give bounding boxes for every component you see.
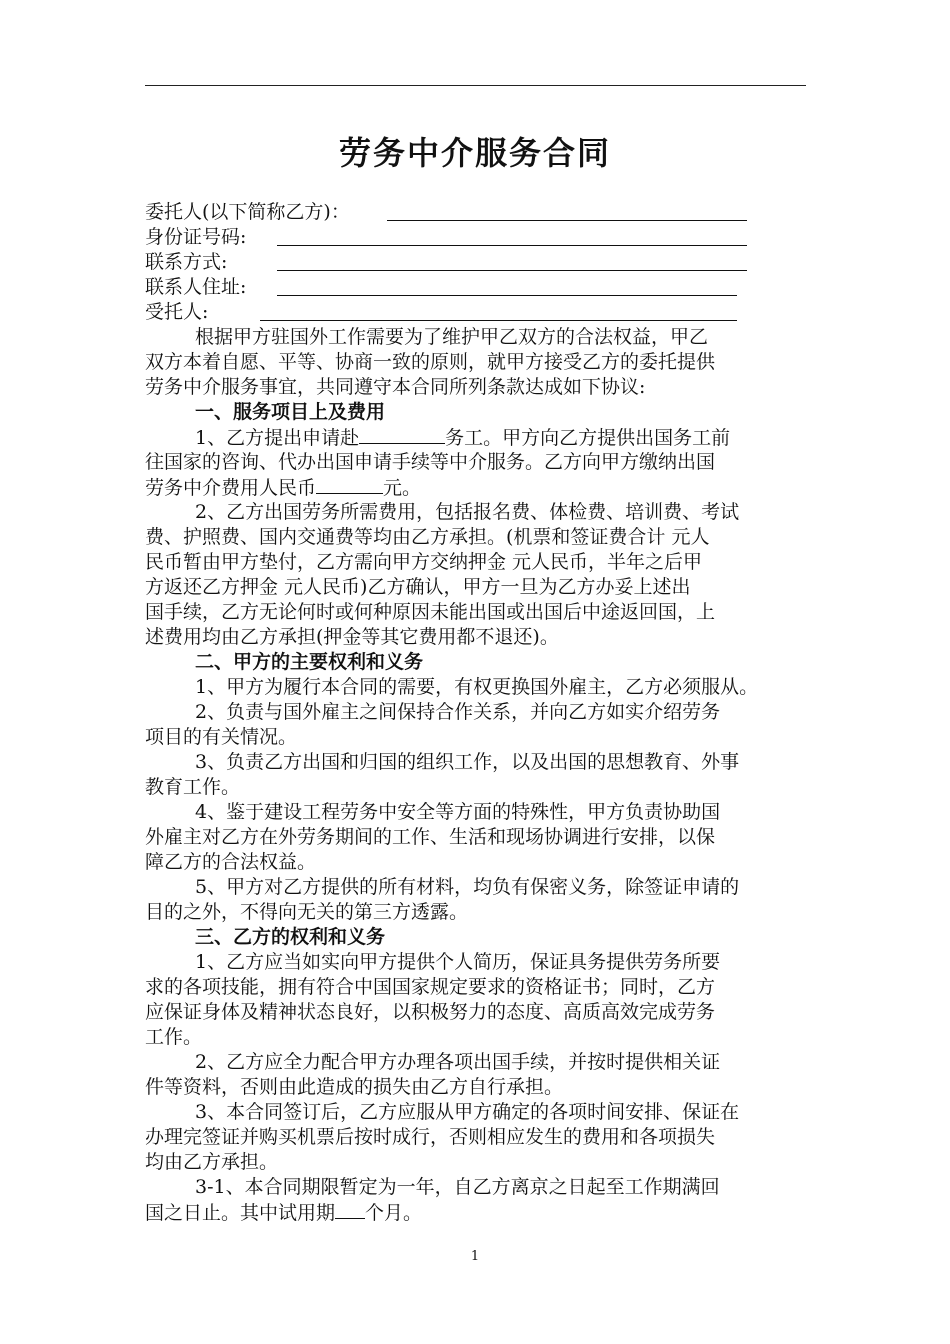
paragraph-line: 均由乙方承担。 [145,1151,279,1173]
probation-months-blank[interactable] [335,1200,365,1219]
paragraph-line: 5、甲方对乙方提供的所有材料，均负有保密义务，除签证申请的 [195,876,740,898]
field-client-label: 委托人(以下简称乙方)： [145,201,350,223]
paragraph-line: 3、负责乙方出国和归国的组织工作，以及出国的思想教育、外事 [195,751,740,773]
text: 国之日止。其中试用期 [145,1202,336,1224]
text: 劳务中介费用人民币 [145,477,317,499]
text: 个月。 [365,1202,423,1224]
paragraph-line: 费、护照费、国内交通费等均由乙方承担。(机票和签证费合计 元人 [145,526,710,548]
paragraph-line: 方返还乙方押金 元人民币)乙方确认，甲方一旦为乙方办妥上述出 [145,576,691,598]
paragraph-line: 应保证身体及精神状态良好，以积极努力的态度、高质高效完成劳务 [145,1001,716,1023]
destination-blank[interactable] [359,425,445,444]
paragraph-line: 1、乙方应当如实向甲方提供个人简历，保证具务提供劳务所要 [195,951,721,973]
text: 1、乙方提出申请赴 [195,427,360,449]
intro-line: 根据甲方驻国外工作需要为了维护甲乙双方的合法权益，甲乙 [195,326,709,348]
field-id-label: 身份证号码: [145,226,247,248]
paragraph-line: 办理完签证并购买机票后按时成行，否则相应发生的费用和各项损失 [145,1126,716,1148]
field-trustee-label: 受托人: [145,301,209,323]
paragraph-line: 往国家的咨询、代办出国申请手续等中介服务。乙方向甲方缴纳出国 [145,451,716,473]
paragraph-line: 民币暂由甲方垫付，乙方需向甲方交纳押金 元人民币，半年之后甲 [145,551,703,573]
paragraph-line [145,475,421,500]
section-heading: 二、甲方的主要权利和义务 [195,651,424,673]
intro-line: 劳务中介服务事宜，共同遵守本合同所列条款达成如下协议: [145,376,646,398]
paragraph-line: 1、甲方为履行本合同的需要，有权更换国外雇主，乙方必须服从。 [195,676,759,698]
paragraph-line: 3、本合同签订后，乙方应服从甲方确定的各项时间安排、保证在 [195,1101,740,1123]
section-heading: 三、乙方的权利和义务 [195,926,386,948]
top-rule [145,85,806,86]
id-number-field[interactable] [277,245,747,246]
paragraph-line: 2、负责与国外雇主之间保持合作关系，并向乙方如实介绍劳务 [195,701,721,723]
paragraph-line: 4、鉴于建设工程劳务中安全等方面的特殊性，甲方负责协助国 [195,801,721,823]
paragraph-line: 工作。 [145,1026,203,1048]
paragraph-line: 2、乙方出国劳务所需费用，包括报名费、体检费、培训费、考试 [195,501,740,523]
paragraph-line: 教育工作。 [145,776,241,798]
trustee-field[interactable] [260,320,737,321]
paragraph-line: 3-1、本合同期限暂定为一年，自乙方离京之日起至工作期满回 [195,1176,720,1198]
section-heading: 一、服务项目上及费用 [195,401,386,423]
fee-amount-blank[interactable] [316,475,383,494]
field-contact-label: 联系方式: [145,251,228,273]
field-address-label: 联系人住址: [145,276,247,298]
paragraph-line: 述费用均由乙方承担(押金等其它费用都不退还)。 [145,626,559,648]
paragraph-line: 件等资料，否则由此造成的损失由乙方自行承担。 [145,1076,564,1098]
text: 元。 [383,477,422,499]
paragraph-line: 目的之外，不得向无关的第三方透露。 [145,901,469,923]
address-field[interactable] [277,295,737,296]
paragraph-line: 外雇主对乙方在外劳务期间的工作、生活和现场协调进行安排，以保 [145,826,716,848]
paragraph-line: 障乙方的合法权益。 [145,851,317,873]
client-field[interactable] [387,220,747,221]
document-title: 劳务中介服务合同 [338,134,611,172]
paragraph-line: 2、乙方应全力配合甲方办理各项出国手续，并按时提供相关证 [195,1051,721,1073]
paragraph-line: 求的各项技能，拥有符合中国国家规定要求的资格证书；同时，乙方 [145,976,716,998]
paragraph-line [195,425,730,450]
text: 务工。甲方向乙方提供出国务工前 [445,427,731,449]
paragraph-line [145,1200,422,1225]
page-number: 1 [470,1249,480,1264]
intro-line: 双方本着自愿、平等、协商一致的原则，就甲方接受乙方的委托提供 [145,351,716,373]
contact-field[interactable] [277,270,747,271]
paragraph-line: 项目的有关情况。 [145,726,298,748]
paragraph-line: 国手续，乙方无论何时或何种原因未能出国或出国后中途返回国，上 [145,601,716,623]
